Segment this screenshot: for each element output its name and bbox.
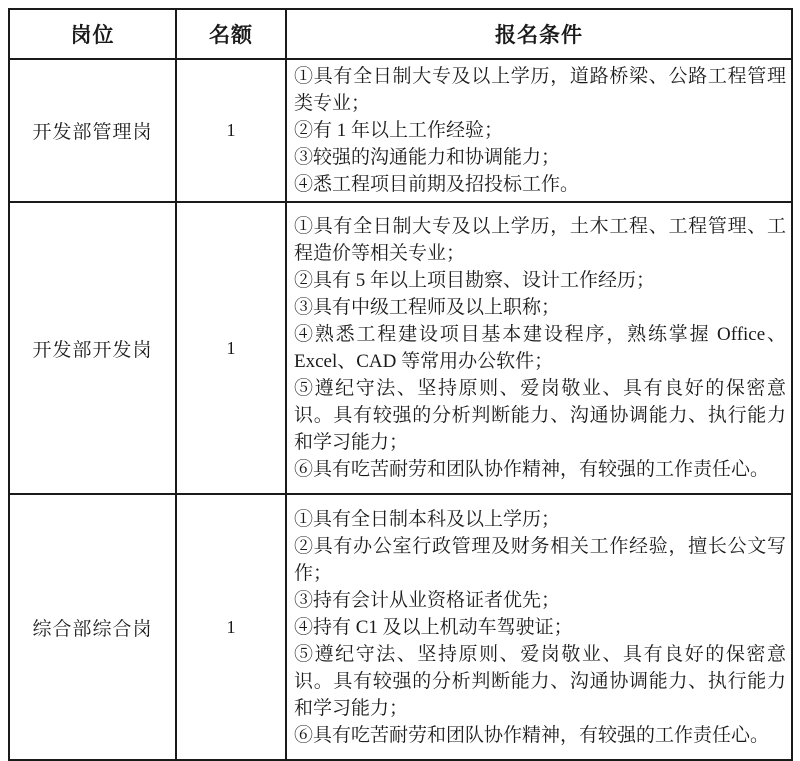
- condition-item: ③较强的沟通能力和协调能力；: [294, 147, 561, 168]
- quota-cell: 1: [176, 202, 286, 494]
- condition-item: ①具有全日制大专及以上学历，土木工程、工程管理、工程造价等相关专业；: [294, 216, 786, 264]
- condition-item: ③持有会计从业资格证者优先；: [294, 589, 561, 611]
- condition-item: ⑥具有吃苦耐劳和团队协作精神，有较强的工作责任心。: [294, 724, 770, 746]
- condition-item: ②具有办公室行政管理及财务相关工作经验，擅长公文写作；: [294, 535, 786, 584]
- conditions-cell: [286, 202, 792, 494]
- position-cell: 综合部综合岗: [9, 494, 176, 760]
- condition-item: ⑤遵纪守法、坚持原则、爱岗敬业、具有良好的保密意识。具有较强的分析判断能力、沟通协调能力、执行能力和学习能力；: [294, 378, 786, 453]
- condition-item: ④悉工程项目前期及招投标工作。: [294, 174, 580, 195]
- table-row: [9, 59, 792, 202]
- condition-item: ①具有全日制本科及以上学历；: [294, 508, 561, 530]
- conditions-cell: [286, 59, 792, 202]
- condition-item: ③具有中级工程师及以上职称；: [294, 297, 561, 318]
- condition-item: ②具有 5 年以上项目勘察、设计工作经历；: [294, 270, 656, 291]
- condition-item: ④熟悉工程建设项目基本建设程序，熟练掌握 Office、Excel、CAD 等常用办公软件；: [294, 324, 786, 372]
- column-header-conditions: 报名条件: [286, 9, 792, 59]
- condition-item: ⑥具有吃苦耐劳和团队协作精神，有较强的工作责任心。: [294, 459, 770, 480]
- column-header-position: 岗位: [9, 9, 176, 59]
- position-cell: 开发部管理岗: [9, 59, 176, 202]
- table-row: [9, 494, 792, 760]
- quota-cell: 1: [176, 494, 286, 760]
- condition-item: ⑤遵纪守法、坚持原则、爱岗敬业、具有良好的保密意识。具有较强的分析判断能力、沟通协调能力、执行能力和学习能力；: [294, 643, 786, 719]
- quota-cell: 1: [176, 59, 286, 202]
- column-header-quota: 名额: [176, 9, 286, 59]
- condition-item: ①具有全日制大专及以上学历，道路桥梁、公路工程管理类专业；: [294, 66, 786, 114]
- header-row: [9, 9, 792, 59]
- condition-item: ④持有 C1 及以上机动车驾驶证；: [294, 616, 573, 638]
- condition-item: ②有 1 年以上工作经验；: [294, 120, 504, 141]
- recruitment-table: [8, 8, 793, 761]
- conditions-cell: [286, 494, 792, 760]
- position-cell: 开发部开发岗: [9, 202, 176, 494]
- table-row: [9, 202, 792, 494]
